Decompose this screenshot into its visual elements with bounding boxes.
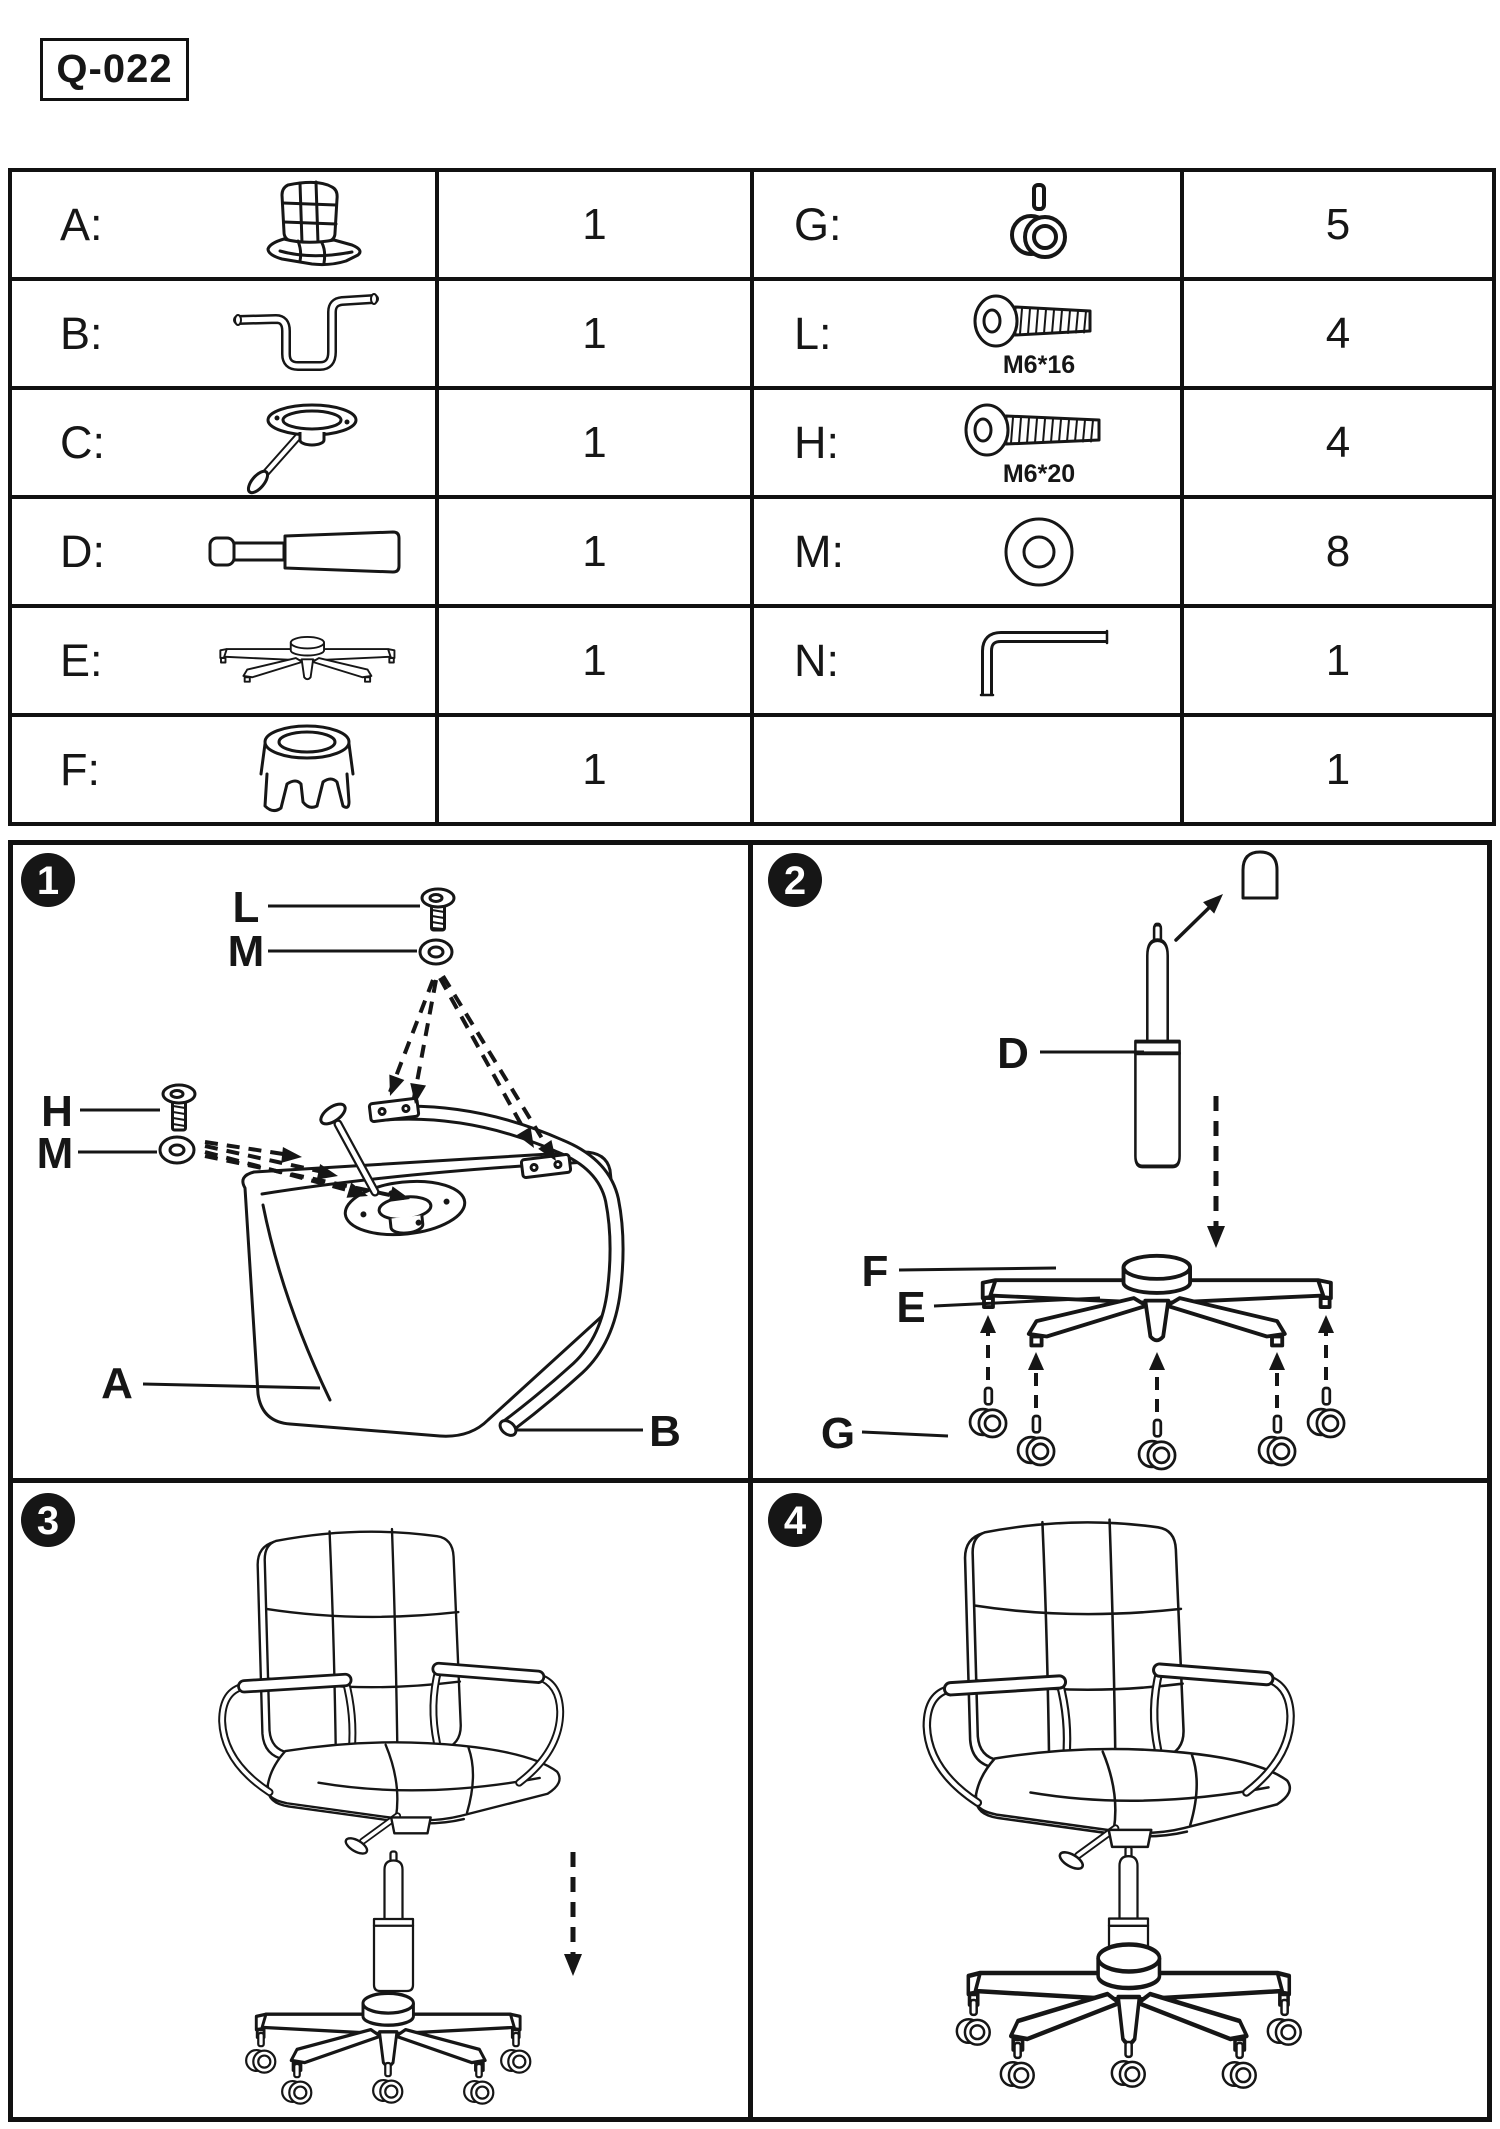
allen-key-icon (898, 617, 1180, 705)
part-label: G: (794, 198, 842, 250)
part-label: C: (60, 416, 105, 468)
step-3-join-drawing (13, 1483, 748, 2117)
part-qty: 8 (1182, 497, 1494, 606)
bolt-size-caption: M6*16 (1002, 351, 1076, 379)
step-number: 3 (36, 1499, 60, 1543)
callout-d: D (997, 1029, 1029, 1078)
table-row (10, 279, 1494, 388)
assembly-step-1-panel (13, 845, 748, 1478)
part-label: N: (794, 634, 839, 686)
gas-lift-cap (1243, 852, 1277, 898)
chair-upper-drawing (222, 1529, 560, 1857)
part-label: H: (794, 416, 839, 468)
part-label: L: (794, 307, 832, 359)
assembly-step-2-panel (753, 845, 1487, 1478)
caster-drawing (1018, 1416, 1054, 1465)
part-qty: 5 (1182, 170, 1494, 279)
assembly-step-4-panel (753, 1483, 1487, 2117)
caster-drawing (1139, 1420, 1175, 1469)
caster-drawing (1308, 1388, 1344, 1437)
part-qty: 1 (437, 715, 752, 824)
gas-lift-drawing (1135, 925, 1179, 1167)
table-row (10, 606, 1494, 715)
frame-mounting-tab (369, 1098, 419, 1122)
part-qty: 4 (1182, 388, 1494, 497)
part-qty: 1 (437, 279, 752, 388)
bolt-size-caption: M6*20 (1002, 460, 1076, 488)
caster-drawing (957, 2000, 990, 2045)
callout-h: H (41, 1087, 73, 1136)
callout-l: L (232, 883, 260, 932)
frame-mounting-tab (521, 1154, 571, 1178)
callout-m: M (36, 1129, 74, 1178)
part-qty: 1 (437, 170, 752, 279)
washer-m-drawing (420, 940, 452, 964)
gas-lift-icon (178, 525, 435, 579)
callout-m: M (227, 927, 265, 976)
callout-g: G (820, 1409, 856, 1458)
part-label: M: (794, 525, 844, 577)
five-star-base-icon (178, 631, 435, 691)
assembly-step-3-panel (13, 1483, 748, 2117)
step-number: 4 (783, 1499, 807, 1543)
caster-drawing (970, 1388, 1006, 1437)
callout-b: B (649, 1407, 681, 1456)
part-label: E: (60, 634, 103, 686)
caster-drawing (282, 2064, 311, 2104)
step-4-finished-chair-drawing (753, 1483, 1487, 2117)
parts-table (8, 168, 1496, 826)
part-label: D: (60, 525, 105, 577)
five-star-base-drawing (968, 1945, 1289, 2050)
part-qty: 1 (437, 388, 752, 497)
seat-mechanism-icon (178, 390, 435, 496)
model-number: Q-022 (40, 38, 189, 101)
bolt-icon (898, 398, 1180, 487)
bolt-icon (898, 289, 1180, 378)
telescopic-cover-icon (178, 720, 435, 820)
caster-drawing (464, 2064, 493, 2104)
callout-f: F (861, 1247, 889, 1296)
caster-wheel-icon (898, 183, 1180, 267)
step-1-exploded-seat-drawing (13, 845, 748, 1478)
part-qty: 1 (1182, 715, 1494, 824)
part-qty: 1 (1182, 606, 1494, 715)
table-row (10, 170, 1494, 279)
bolt-h-drawing (163, 1085, 195, 1130)
table-row (10, 388, 1494, 497)
step-number: 2 (783, 859, 807, 903)
table-row (10, 715, 1494, 824)
washer-icon (898, 513, 1180, 591)
part-qty: 1 (437, 606, 752, 715)
step-number: 1 (36, 859, 60, 903)
caster-drawing (1112, 2042, 1145, 2087)
instruction-panels (8, 840, 1492, 2122)
part-label: F: (60, 743, 100, 795)
caster-drawing (246, 2033, 275, 2073)
callout-a: A (101, 1359, 133, 1408)
caster-drawing (1001, 2043, 1034, 2088)
seat-with-backrest-icon (178, 179, 435, 271)
caster-drawing (1259, 1416, 1295, 1465)
callout-e: E (896, 1283, 926, 1332)
caster-drawing (501, 2033, 530, 2073)
five-star-base-drawing (256, 1993, 520, 2070)
caster-drawing (373, 2063, 402, 2103)
part-qty: 4 (1182, 279, 1494, 388)
armrest-frame-icon (178, 286, 435, 382)
table-row (10, 497, 1494, 606)
step-2-base-assembly-drawing (753, 845, 1487, 1478)
gas-lift-drawing (374, 1852, 413, 1992)
bolt-l-drawing (422, 889, 454, 930)
chair-upper-drawing (927, 1520, 1291, 1872)
caster-drawing (1268, 2000, 1301, 2045)
caster-drawing (1223, 2043, 1256, 2088)
washer-m-drawing (160, 1137, 194, 1163)
tension-lever (318, 1100, 349, 1128)
part-label: A: (60, 198, 103, 250)
part-label: B: (60, 307, 103, 359)
part-qty: 1 (437, 497, 752, 606)
